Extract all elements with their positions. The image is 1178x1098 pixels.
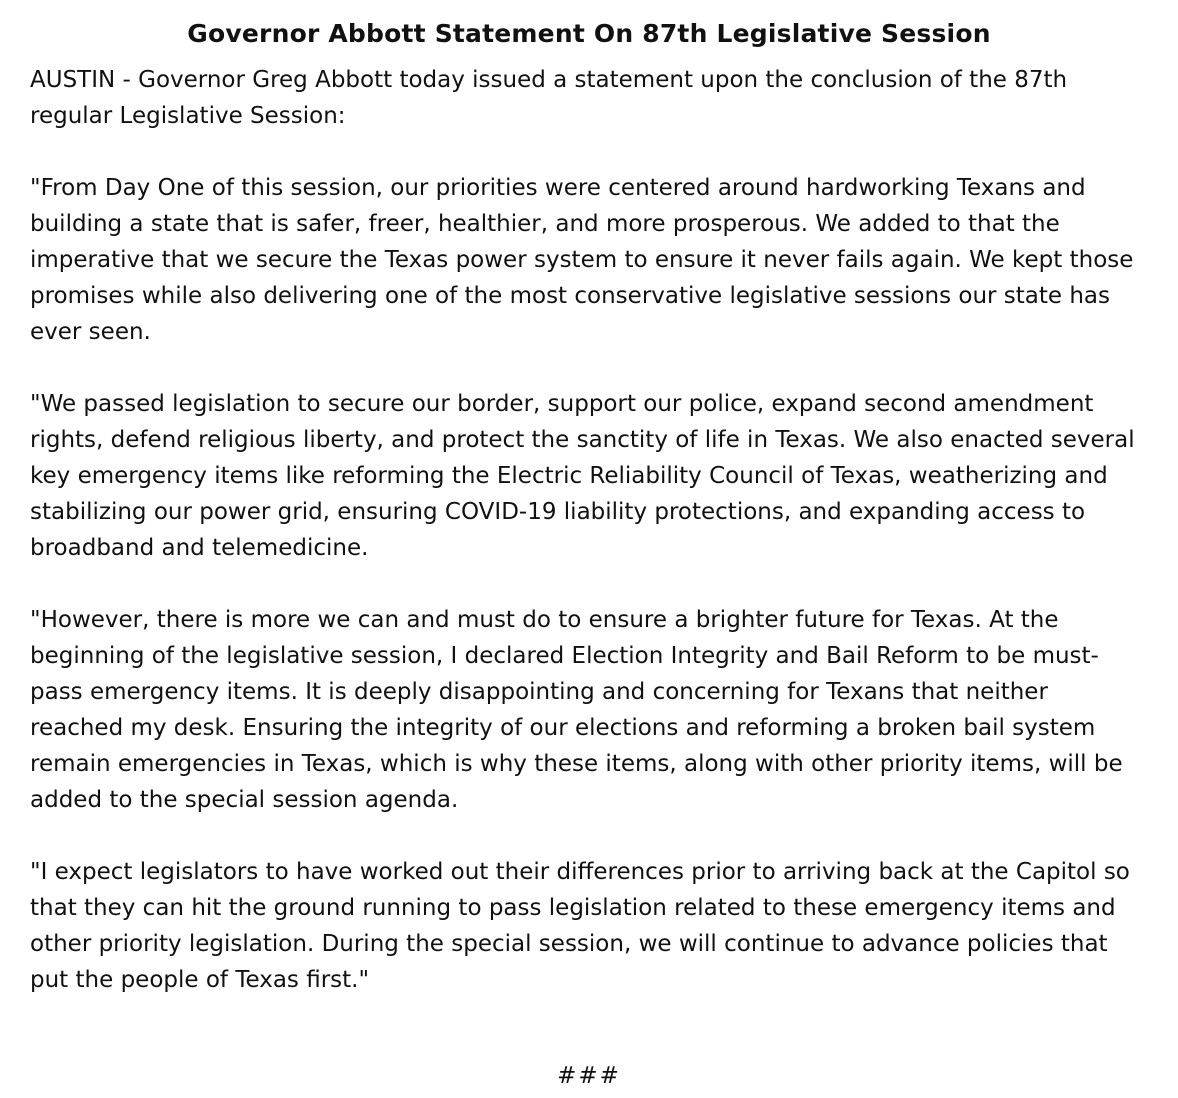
statement-body (30, 62, 1148, 998)
end-of-release-mark: ### (557, 1063, 621, 1089)
statement-paragraph-2: "We passed legislation to secure our border, support our police, expand second amendment rights, defend religious liberty, and protect the sanctity of life in Texas. We also enacted several key emergency items like reforming the Electric Reliability Council of Texas, weatherizing and stabilizing our power grid, ensuring COVID-19 liability protections, and expanding access to broadband and telemedicine. (30, 391, 1135, 561)
statement-paragraph-4: "I expect legislators to have worked out their differences prior to arriving back at the Capitol so that they can hit the ground running to pass legislation related to these emergency items and other priority legislation. During the special session, we will continue to advance policies that put the people of Texas first." (30, 859, 1130, 993)
page-title: Governor Abbott Statement On 87th Legislative Session (187, 19, 991, 48)
statement-paragraph-3: "However, there is more we can and must do to ensure a brighter future for Texas. At the beginning of the legislative session, I declared Election Integrity and Bail Reform to be must-pass emergency items. It is deeply disappointing and concerning for Texans that neither reached my desk. Ensuring the integrity of our elections and reforming a broken bail system remain emergencies in Texas, which is why these items, along with other priority items, will be added to the special session agenda. (30, 607, 1123, 813)
statement-paragraph-1: "From Day One of this session, our priorities were centered around hardworking Texans and building a state that is safer, freer, healthier, and more prosperous. We added to that the imperative that we secure the Texas power system to ensure it never fails again. We kept those promises while also delivering one of the most conservative legislative sessions our state has ever seen. (30, 175, 1134, 345)
intro-paragraph: AUSTIN - Governor Greg Abbott today issued a statement upon the conclusion of the 87th regular Legislative Session: (30, 67, 1068, 129)
